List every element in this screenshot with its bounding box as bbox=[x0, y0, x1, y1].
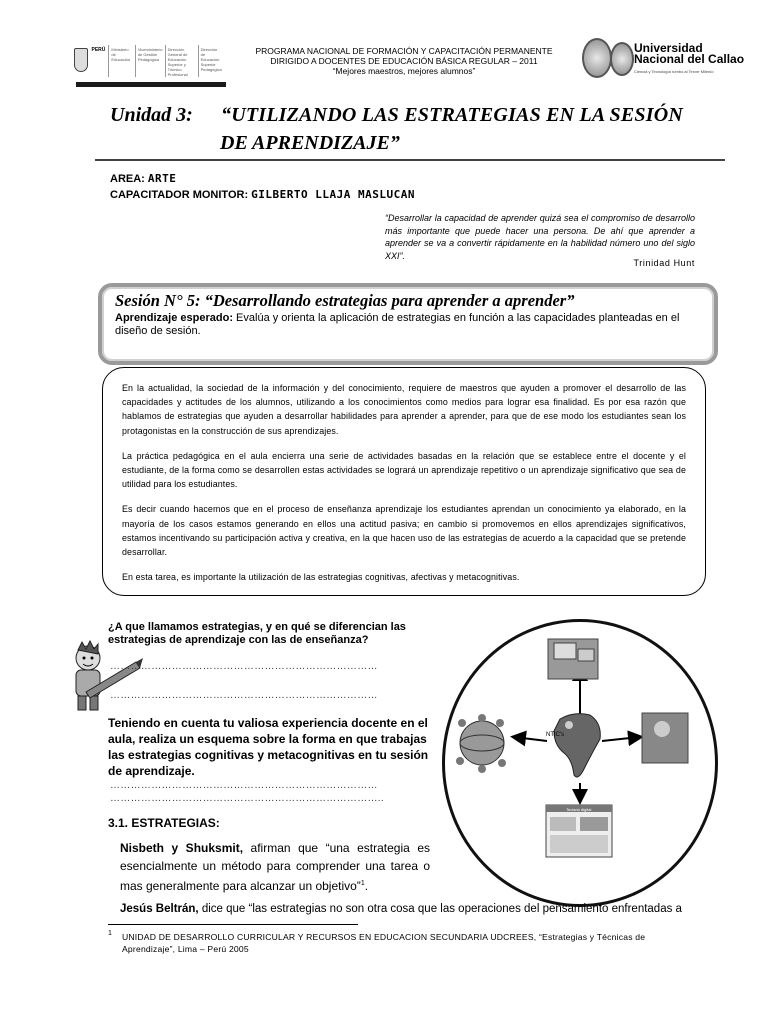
nisbeth-end: . bbox=[364, 879, 369, 893]
footnote-ref[interactable]: 1 bbox=[360, 880, 365, 887]
university-name-line-2: Nacional del Callao bbox=[634, 52, 745, 66]
expected-learning-label: Aprendizaje esperado: bbox=[115, 312, 233, 324]
intro-paragraph-2: La práctica pedagógica en el aula encierra una serie de actividades basadas en la relación que se establece entre el docente y el estudiante, de la forma como se desarrollen estas actividades se logrará un aprendizaje repetitivo o un aprendizaje significativo que sea de utilidad para los estudiantes. bbox=[122, 450, 686, 490]
answer-line-2[interactable]: …………………………………………………………………… bbox=[110, 690, 378, 701]
pencil-boy-illustration bbox=[66, 640, 144, 718]
title-divider bbox=[95, 159, 725, 161]
program-line-1: PROGRAMA NACIONAL DE FORMACIÓN Y CAPACITACIÓN PERMANENTE bbox=[255, 46, 553, 56]
nisbeth-paragraph bbox=[120, 839, 430, 895]
answer-line-4[interactable]: …………………………………………………………………….. bbox=[110, 793, 384, 804]
answer-line-3[interactable]: …………………………………………………………………… bbox=[110, 780, 378, 791]
peru-shield-icon bbox=[74, 48, 88, 72]
student-device-image bbox=[642, 713, 688, 763]
question-2: Teniendo en cuenta tu valiosa experiencia docente en el aula, realiza un esquema sobre la forma en que trabajas las estrategias cognitivas y metacognitivas en tu sesión de aprendizaje. bbox=[108, 716, 429, 778]
expected-learning-text: Evalúa y orienta la aplicación de estrategias en función a las capacidades planteadas en el diseño de sesión. bbox=[115, 312, 680, 337]
arrow-left bbox=[514, 737, 547, 741]
ntic-label: NTIC's bbox=[546, 732, 565, 738]
ministerio-label: Ministerio de Educación bbox=[108, 45, 134, 77]
expected-learning bbox=[115, 312, 700, 338]
footnote-number: 1 bbox=[108, 930, 112, 937]
section-heading-estrategias: 3.1. ESTRATEGIAS: bbox=[108, 816, 220, 830]
footnote-text: UNIDAD DE DESARROLLO CURRICULAR Y RECURSOS EN EDUCACION SECUNDARIA UDCREES, “Estrategias y Técnicas de Aprendizaje”, Lima – Perú 2005 bbox=[122, 932, 646, 954]
university-name-line-1: Universidad bbox=[634, 41, 703, 55]
faculty-seal-icon bbox=[610, 42, 634, 76]
area-value: ARTE bbox=[147, 172, 177, 185]
footnote-rule bbox=[108, 924, 358, 925]
center-bubble-icon bbox=[565, 721, 573, 729]
intro-text bbox=[122, 381, 686, 595]
nisbeth-name: Nisbeth y Shuksmit, bbox=[120, 841, 244, 855]
beltran-text: dice que “las estrategias no son otra cosa que las operaciones del pensamiento enfrentadas a bbox=[201, 903, 682, 915]
globe-network-icon bbox=[460, 721, 504, 765]
unit-label: Unidad 3: bbox=[110, 104, 193, 126]
header-bar bbox=[76, 82, 226, 87]
intro-paragraph-3: Es decir cuando hacemos que en el proceso de enseñanza aprendizaje los estudiantes aprendan un conocimiento ya elaborado, en la mayoría de los casos estamos generando en ellos una actitud pasiva; en cambio si promovemos en ellos aprendizajes significativos, estamos incentivando su participación activa y creativa, en la que hacen uso de las estrategias de acuerdo a la capacidad que se pretende desarrollar. bbox=[122, 504, 686, 558]
area-label: AREA: bbox=[110, 173, 145, 185]
direccion-general-label: Dirección General de Educación Superior y Técnico Profesional bbox=[165, 45, 198, 77]
session-title: Sesión N° 5: “Desarrollando estrategias para aprender a aprender” bbox=[115, 291, 575, 310]
digital-keyboard-label: Teclado digital bbox=[566, 807, 592, 812]
program-line-2: DIRIGIDO A DOCENTES DE EDUCACIÓN BÁSICA REGULAR – 2011 bbox=[270, 56, 538, 66]
africa-map-icon bbox=[554, 714, 600, 777]
monitor-value: GILBERTO LLAJA MASLUCAN bbox=[251, 188, 415, 201]
meta-info bbox=[110, 171, 415, 203]
ntic-diagram bbox=[442, 619, 718, 907]
area-row bbox=[110, 171, 415, 187]
peru-label: PERÚ bbox=[91, 47, 106, 53]
unit-title-line-2: DE APRENDIZAJE” bbox=[220, 132, 400, 154]
question-1: ¿A que llamamos estrategias, y en qué se diferencian las estrategias de aprendizaje con las de enseñanza? bbox=[108, 621, 406, 646]
program-line-3: “Mejores maestros, mejores alumnos” bbox=[332, 66, 476, 76]
program-header bbox=[234, 46, 574, 76]
monitor-label: CAPACITADOR MONITOR: bbox=[110, 189, 249, 201]
ministry-logo-strip bbox=[72, 45, 224, 77]
university-tagline: Ciencia y Tecnología rumbo al Tercer Milenio bbox=[634, 69, 714, 74]
direccion-superior-label: Dirección de Educación Superior Pedagógica bbox=[198, 45, 224, 77]
answer-line-1[interactable]: …………………………………………………………………… bbox=[110, 661, 378, 672]
monitor-row bbox=[110, 187, 415, 203]
viceministerio-label: Viceministerio de Gestión Pedagógica bbox=[135, 45, 165, 77]
university-seal-icon bbox=[582, 38, 612, 78]
intro-paragraph-1: En la actualidad, la sociedad de la información y del conocimiento, requiere de maestros que ayuden a promover el desarrollo de las capacidades y actitudes de los alumnos, utilizando a los conocimientos como medios para lograr esa finalidad. Es por esa razón que hablamos de estrategias que ayuden a desarrollar habilidades para aprender a aprender, para que de ese modo los estudiantes sean los protagonistas en la construcción de sus aprendizajes. bbox=[122, 383, 686, 436]
unit-title-line-1: “UTILIZANDO LAS ESTRATEGIAS EN LA SESIÓN bbox=[221, 104, 684, 126]
quote-author: Trinidad Hunt bbox=[633, 258, 695, 268]
beltran-name: Jesús Beltrán, bbox=[120, 903, 199, 915]
epigraph-quote: “Desarrollar la capacidad de aprender quizá sea el compromiso de desarrollo más importante que puede hacer una persona. De ahí que aprender a aprender se va a convertir rápidamente en la habilidad número uno del siglo XXI”. bbox=[385, 213, 695, 261]
nisbeth-text: afirman que “una estrategia es esencialmente un método para comprender una tarea o mas generalmente para alcanzar un objetivo” bbox=[120, 841, 430, 893]
arrow-right bbox=[602, 737, 640, 741]
beltran-paragraph bbox=[120, 902, 700, 916]
university-name bbox=[634, 43, 744, 65]
intro-paragraph-4: En esta tarea, es importante la utilización de las estrategias cognitivas, afectivas y metacognitivas. bbox=[122, 572, 520, 583]
